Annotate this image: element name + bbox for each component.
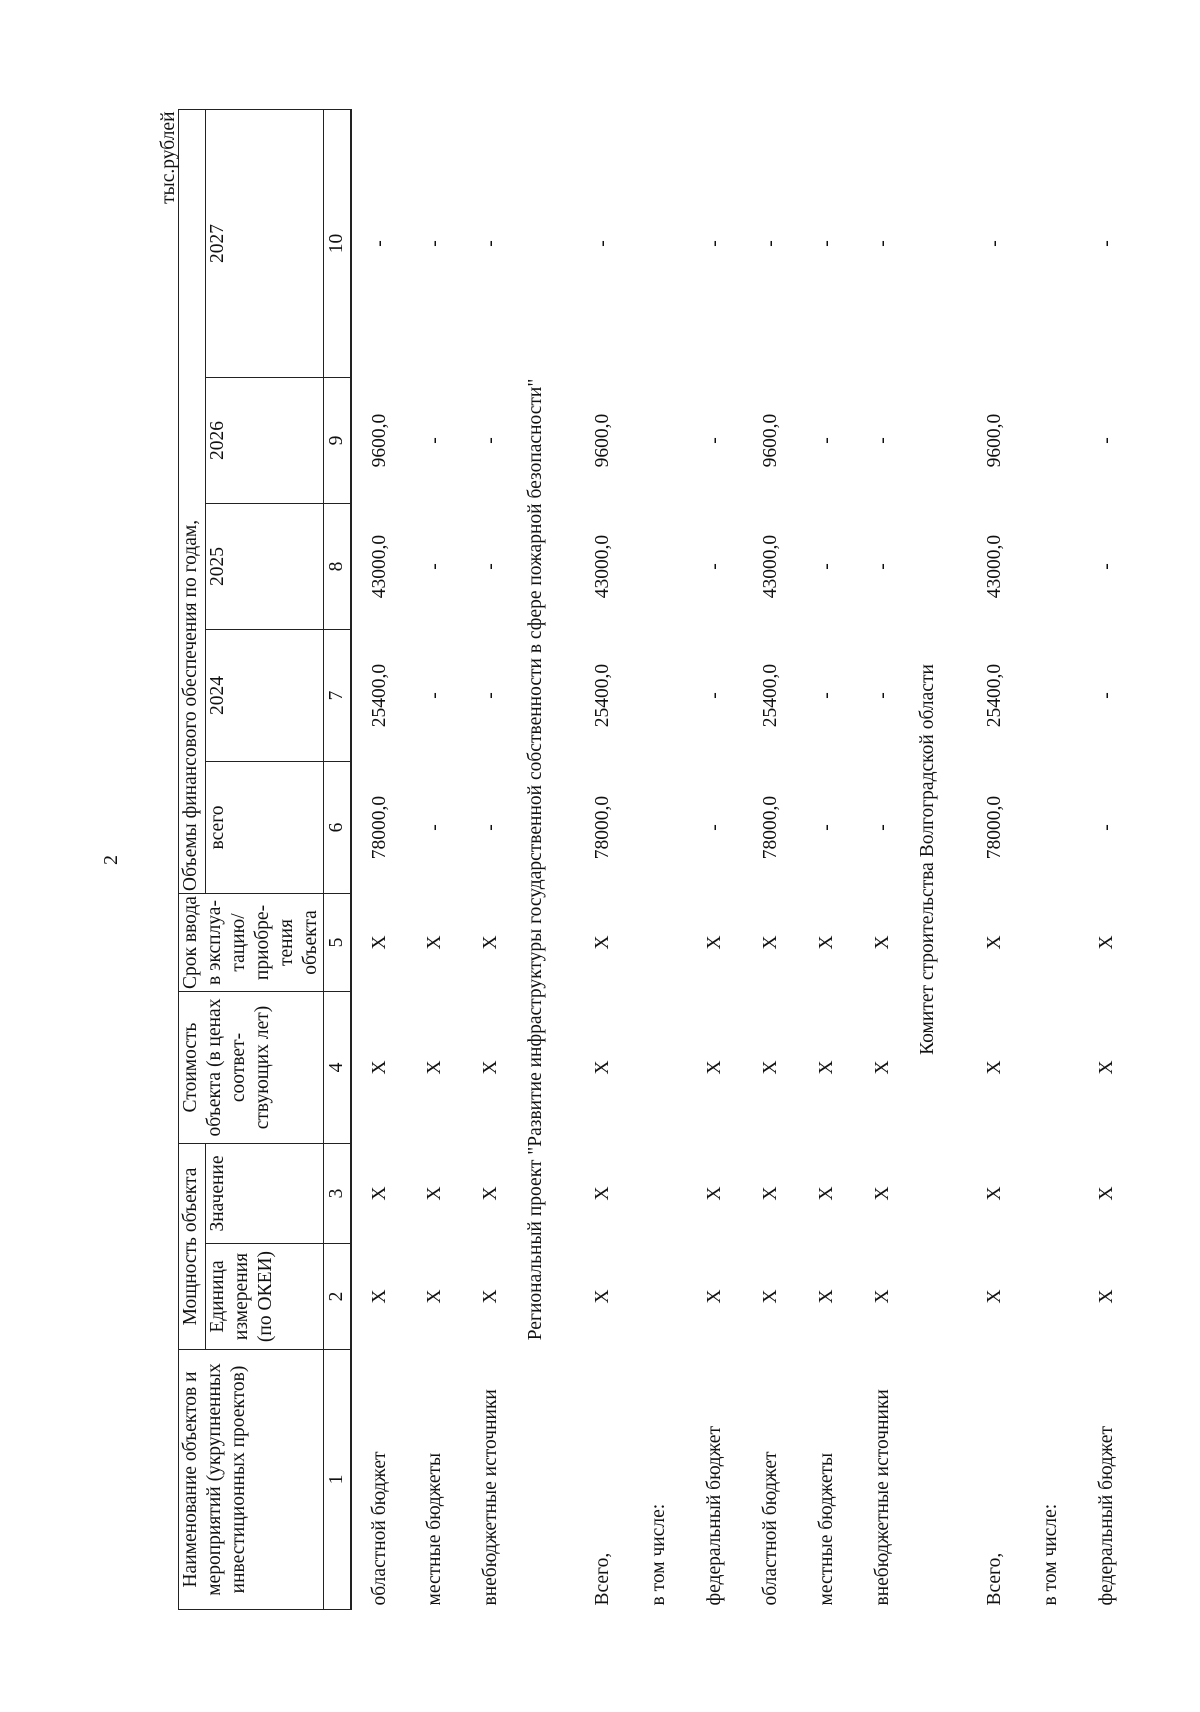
section-regional-project-title: Региональный проект "Развитие инфраструктуры государственной собственности в сфере пожарной безопасности" bbox=[525, 378, 546, 1341]
row-label: в том числе: bbox=[648, 1503, 669, 1606]
table-cell: X bbox=[872, 1060, 893, 1075]
table-cell bbox=[1023, 762, 1079, 894]
table-cell: - bbox=[480, 240, 501, 247]
row-label: в том числе: bbox=[1040, 1503, 1061, 1606]
table-cell bbox=[631, 894, 687, 992]
table-cell: X bbox=[760, 1186, 781, 1201]
table-cell: X bbox=[368, 1060, 390, 1075]
row-label: местные бюджеты bbox=[816, 1452, 837, 1606]
table-cell: X bbox=[424, 1186, 445, 1201]
table-cell bbox=[631, 1144, 687, 1244]
table-cell: X bbox=[984, 1186, 1005, 1201]
header-cost: Стоимость объекта (в ценах соответ-ствующих лет) bbox=[179, 992, 324, 1144]
table-cell: 25400,0 bbox=[984, 663, 1005, 728]
table-cell: X bbox=[1096, 935, 1117, 950]
table-cell bbox=[631, 630, 687, 762]
table-row bbox=[967, 109, 1023, 1609]
table-cell: - bbox=[872, 692, 893, 699]
table-row bbox=[687, 109, 743, 1609]
table-cell: - bbox=[1096, 240, 1117, 247]
table-cell: 25400,0 bbox=[760, 663, 781, 728]
row-label: местные бюджеты bbox=[424, 1452, 445, 1606]
table-cell: - bbox=[816, 692, 837, 699]
column-number: 7 bbox=[324, 630, 352, 762]
column-number: 8 bbox=[324, 504, 352, 630]
table-cell: X bbox=[704, 1060, 725, 1075]
table-cell bbox=[631, 1244, 687, 1350]
table-cell: - bbox=[1096, 563, 1117, 570]
table-row bbox=[575, 109, 631, 1609]
table-cell: - bbox=[872, 437, 893, 444]
table-cell: - bbox=[816, 563, 837, 570]
table-cell: - bbox=[816, 437, 837, 444]
table-cell: - bbox=[816, 240, 837, 247]
table-row bbox=[799, 109, 855, 1609]
table-cell: X bbox=[816, 1186, 837, 1201]
page-number: 2 bbox=[100, 855, 122, 865]
table-cell: X bbox=[816, 1060, 837, 1075]
column-number: 2 bbox=[324, 1244, 352, 1350]
table-cell: X bbox=[592, 1186, 613, 1201]
header-2026: 2026 bbox=[206, 378, 324, 504]
table-cell: - bbox=[816, 824, 837, 831]
table-cell: - bbox=[984, 240, 1005, 247]
column-number: 6 bbox=[324, 762, 352, 894]
table-cell: X bbox=[704, 1186, 725, 1201]
table-cell: X bbox=[480, 1186, 501, 1201]
header-unit: Единица измерения (по ОКЕИ) bbox=[206, 1244, 324, 1350]
table-cell bbox=[631, 504, 687, 630]
table-cell: - bbox=[704, 692, 725, 699]
column-number: 10 bbox=[324, 109, 352, 377]
column-number: 1 bbox=[324, 1350, 352, 1610]
column-number: 9 bbox=[324, 378, 352, 504]
table-cell bbox=[1023, 504, 1079, 630]
table-cell: X bbox=[368, 1186, 390, 1201]
table-row bbox=[1079, 109, 1135, 1609]
table-cell: - bbox=[368, 240, 390, 247]
table-cell: X bbox=[424, 935, 445, 950]
table-cell bbox=[631, 762, 687, 894]
table-cell: - bbox=[1096, 824, 1117, 831]
table-cell: - bbox=[872, 563, 893, 570]
table-cell: X bbox=[704, 935, 725, 950]
header-2024: 2024 bbox=[206, 630, 324, 762]
row-label: внебюджетные источники bbox=[872, 1389, 893, 1606]
table-cell: 9600,0 bbox=[592, 413, 613, 468]
table-cell: X bbox=[984, 1289, 1005, 1304]
header-total: всего bbox=[206, 762, 324, 894]
header-term: Срок ввода в эксплуа-тацию/ приобре-тения объекта bbox=[179, 894, 324, 992]
table-cell: X bbox=[816, 935, 837, 950]
header-2027: 2027 bbox=[206, 109, 324, 377]
table-cell: X bbox=[872, 935, 893, 950]
table-cell bbox=[1023, 378, 1079, 504]
table-cell: - bbox=[424, 240, 445, 247]
table-cell: X bbox=[704, 1289, 725, 1304]
table-cell: 78000,0 bbox=[984, 795, 1005, 860]
table-cell: - bbox=[704, 437, 725, 444]
table-cell: - bbox=[480, 692, 501, 699]
table-row bbox=[743, 109, 799, 1609]
financing-table bbox=[160, 109, 1135, 1610]
table-cell: 9600,0 bbox=[984, 413, 1005, 468]
column-number: 3 bbox=[324, 1144, 352, 1244]
table-cell: 43000,0 bbox=[760, 534, 781, 599]
table-cell bbox=[1023, 1144, 1079, 1244]
table-cell: 78000,0 bbox=[760, 795, 781, 860]
row-label: областной бюджет bbox=[760, 1451, 781, 1606]
table-cell: - bbox=[760, 240, 781, 247]
table-cell: X bbox=[480, 935, 501, 950]
row-label: федеральный бюджет bbox=[1096, 1426, 1117, 1606]
table-row bbox=[463, 109, 519, 1609]
row-label: Всего, bbox=[984, 1552, 1005, 1606]
table-cell bbox=[631, 109, 687, 377]
table-cell: X bbox=[368, 1289, 390, 1304]
table-cell: - bbox=[592, 240, 613, 247]
table-cell: 25400,0 bbox=[592, 663, 613, 728]
row-label: внебюджетные источники bbox=[480, 1389, 501, 1606]
table-cell bbox=[1023, 630, 1079, 762]
row-label: Всего, bbox=[592, 1552, 613, 1606]
table-cell: X bbox=[592, 1060, 613, 1075]
table-cell: X bbox=[480, 1060, 501, 1075]
table-row bbox=[855, 109, 911, 1609]
table-row bbox=[631, 109, 687, 1609]
table-cell: - bbox=[872, 240, 893, 247]
section-construction-committee-title: Комитет строительства Волгоградской области bbox=[917, 664, 938, 1055]
table-cell: X bbox=[424, 1060, 445, 1075]
table-cell: - bbox=[704, 240, 725, 247]
table-row bbox=[1023, 109, 1079, 1609]
table-cell: X bbox=[816, 1289, 837, 1304]
table-cell: X bbox=[872, 1186, 893, 1201]
rotated-page-content bbox=[160, 110, 1180, 1610]
table-cell: - bbox=[424, 692, 445, 699]
table-cell bbox=[1023, 992, 1079, 1144]
table-cell: 78000,0 bbox=[592, 795, 613, 860]
table-cell: 25400,0 bbox=[368, 663, 390, 728]
header-name: Наименование объектов и мероприятий (укрупненных инвестиционных проектов) bbox=[179, 1350, 324, 1610]
table-row bbox=[407, 109, 463, 1609]
table-cell: X bbox=[760, 1289, 781, 1304]
table-cell: - bbox=[424, 437, 445, 444]
table-cell: - bbox=[1096, 692, 1117, 699]
table-cell: 43000,0 bbox=[592, 534, 613, 599]
table-cell: X bbox=[368, 935, 390, 950]
header-2025: 2025 bbox=[206, 504, 324, 630]
header-volumes: Объемы финансового обеспечения по годам, bbox=[179, 109, 206, 893]
table-cell: 43000,0 bbox=[984, 534, 1005, 599]
table-cell bbox=[1023, 1244, 1079, 1350]
table-cell bbox=[631, 992, 687, 1144]
table-cell: X bbox=[424, 1289, 445, 1304]
table-row bbox=[351, 109, 407, 1609]
table-cell: X bbox=[984, 1060, 1005, 1075]
table-cell: 78000,0 bbox=[368, 795, 390, 860]
table-cell: - bbox=[704, 824, 725, 831]
header-capacity: Мощность объекта bbox=[179, 1144, 206, 1350]
table-cell: X bbox=[984, 935, 1005, 950]
table-cell: - bbox=[424, 563, 445, 570]
table-cell: - bbox=[1096, 437, 1117, 444]
column-number: 4 bbox=[324, 992, 352, 1144]
table-cell: - bbox=[704, 563, 725, 570]
column-number: 5 bbox=[324, 894, 352, 992]
table-cell: X bbox=[1096, 1186, 1117, 1201]
table-cell: - bbox=[424, 824, 445, 831]
table-cell: X bbox=[592, 935, 613, 950]
table-cell bbox=[1023, 109, 1079, 377]
table-cell: 9600,0 bbox=[760, 413, 781, 468]
table-cell bbox=[631, 378, 687, 504]
table-cell: - bbox=[872, 824, 893, 831]
table-cell: X bbox=[760, 935, 781, 950]
table-cell: X bbox=[592, 1289, 613, 1304]
table-cell: X bbox=[480, 1289, 501, 1304]
section-construction-committee bbox=[911, 109, 967, 1609]
table-cell bbox=[1023, 894, 1079, 992]
table-cell: 43000,0 bbox=[368, 534, 390, 599]
section-regional-project bbox=[519, 109, 575, 1609]
table-cell: X bbox=[1096, 1060, 1117, 1075]
table-cell: 9600,0 bbox=[368, 413, 390, 468]
header-value: Значение bbox=[206, 1144, 324, 1244]
unit-label: тыс.рублей bbox=[158, 111, 179, 204]
table-cell: X bbox=[1096, 1289, 1117, 1304]
table-cell: - bbox=[480, 824, 501, 831]
row-label: областной бюджет bbox=[368, 1451, 390, 1606]
table-cell: X bbox=[872, 1289, 893, 1304]
table-cell: - bbox=[480, 563, 501, 570]
table-cell: X bbox=[760, 1060, 781, 1075]
table-cell: - bbox=[480, 437, 501, 444]
row-label: федеральный бюджет bbox=[704, 1426, 725, 1606]
